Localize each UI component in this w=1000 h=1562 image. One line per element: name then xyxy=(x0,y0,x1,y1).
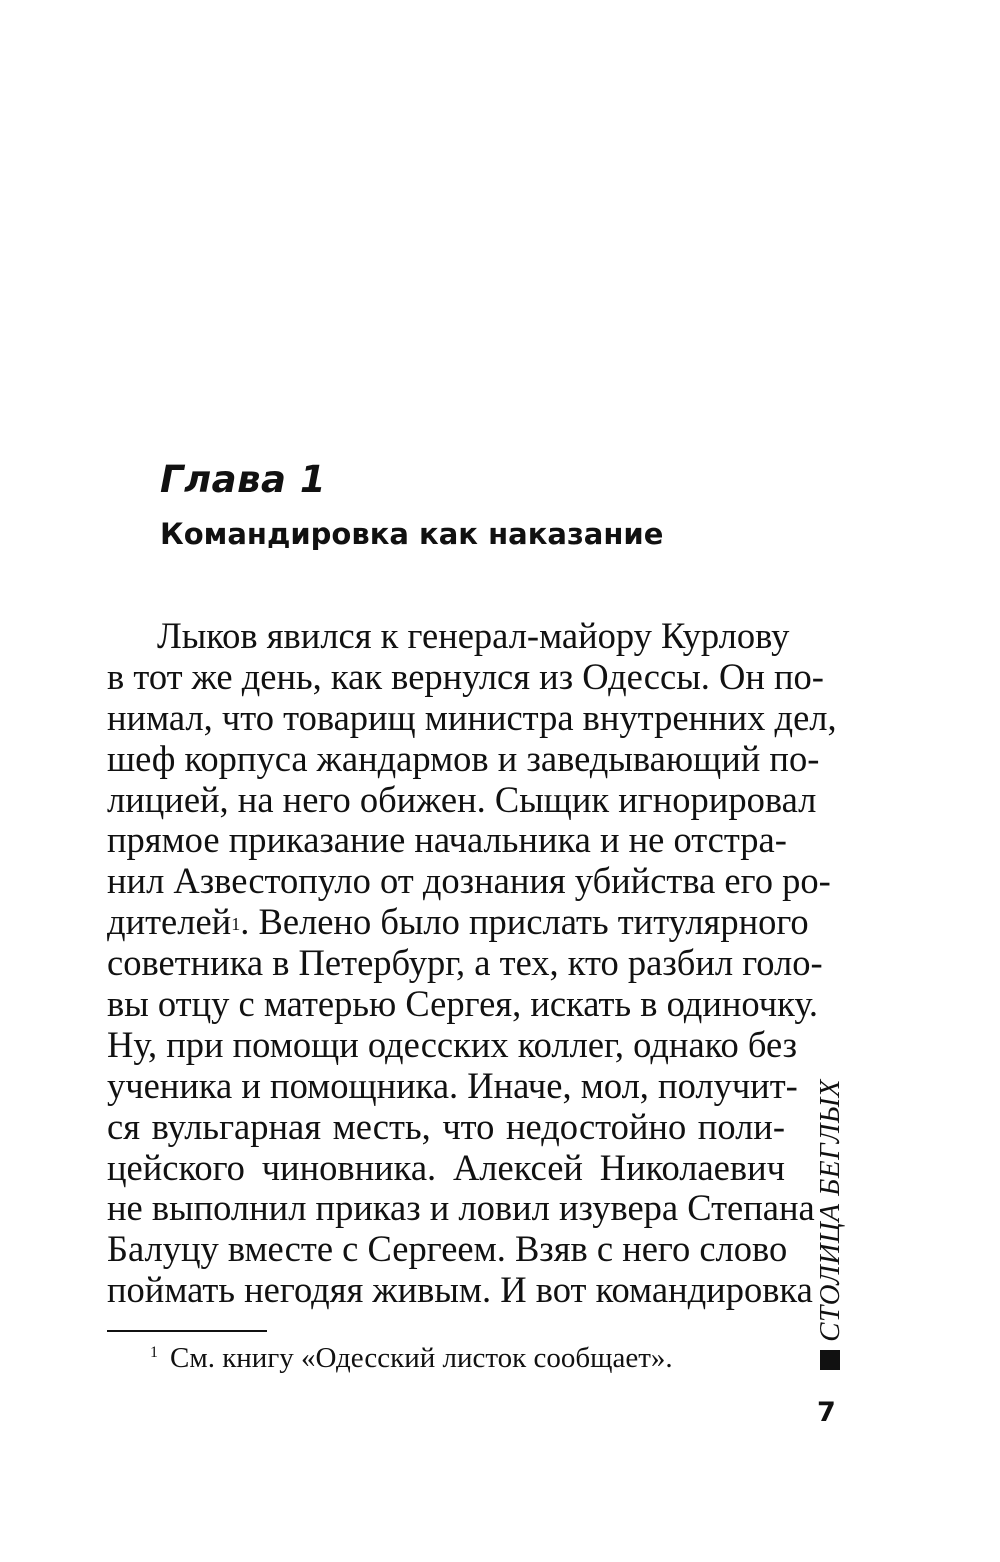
text-line: лицией, на него обижен. Сыщик игнорировал xyxy=(107,778,817,820)
running-head-text: СТОЛИЦА БЕГЛЫХ xyxy=(813,1078,846,1342)
footnote-reference[interactable]: 1 xyxy=(231,914,241,935)
text-line: нимал, что товарищ министра внутренних дел, xyxy=(107,696,837,738)
text-line: не выполнил приказ и ловил изувера Степана xyxy=(107,1187,815,1229)
text-line: Балуцу вместе с Сергеем. Взяв с него слово xyxy=(107,1228,788,1270)
text-line: Ну, при помощи одесских коллег, однако без xyxy=(107,1023,798,1065)
footnote-divider xyxy=(107,1330,267,1332)
chapter-title: Командировка как наказание xyxy=(160,517,664,551)
page-number: 7 xyxy=(817,1397,836,1428)
text-line: поймать негодяя живым. И вот командировка xyxy=(107,1269,813,1311)
text-line: ся вульгарная месть, что недостойно поли- xyxy=(107,1105,785,1147)
text-line: ученика и помощника. Иначе, мол, получит- xyxy=(107,1064,798,1106)
text-line: шеф корпуса жандармов и заведывающий по- xyxy=(107,737,820,779)
text-line: нил Азвестопуло от дознания убийства его ро- xyxy=(107,860,831,902)
text-line: в тот же день, как вернулся из Одессы. Он по- xyxy=(107,655,824,697)
text-line: советника в Петербург, а тех, кто разбил голо- xyxy=(107,942,823,984)
square-marker-icon xyxy=(820,1350,840,1370)
text-fragment: . Велено было прислать титулярного xyxy=(240,901,809,943)
text-line-with-footnote xyxy=(107,901,809,943)
running-head xyxy=(810,1078,850,1342)
footnote-marker: 1 xyxy=(150,1344,158,1361)
text-line: вы отцу с матерью Сергея, искать в одиночку. xyxy=(107,983,819,1025)
text-line: прямое приказание начальника и не отстра- xyxy=(107,819,787,861)
footnote xyxy=(150,1342,673,1375)
text-line: Лыков явился к генерал-майору Курлову xyxy=(157,615,790,656)
chapter-number: Глава 1 xyxy=(160,458,327,501)
text-fragment: дителей xyxy=(107,901,232,943)
footnote-text: См. книгу «Одесский листок сообщает». xyxy=(170,1342,673,1374)
text-line: цейского чиновника. Алексей Николаевич xyxy=(107,1146,785,1188)
